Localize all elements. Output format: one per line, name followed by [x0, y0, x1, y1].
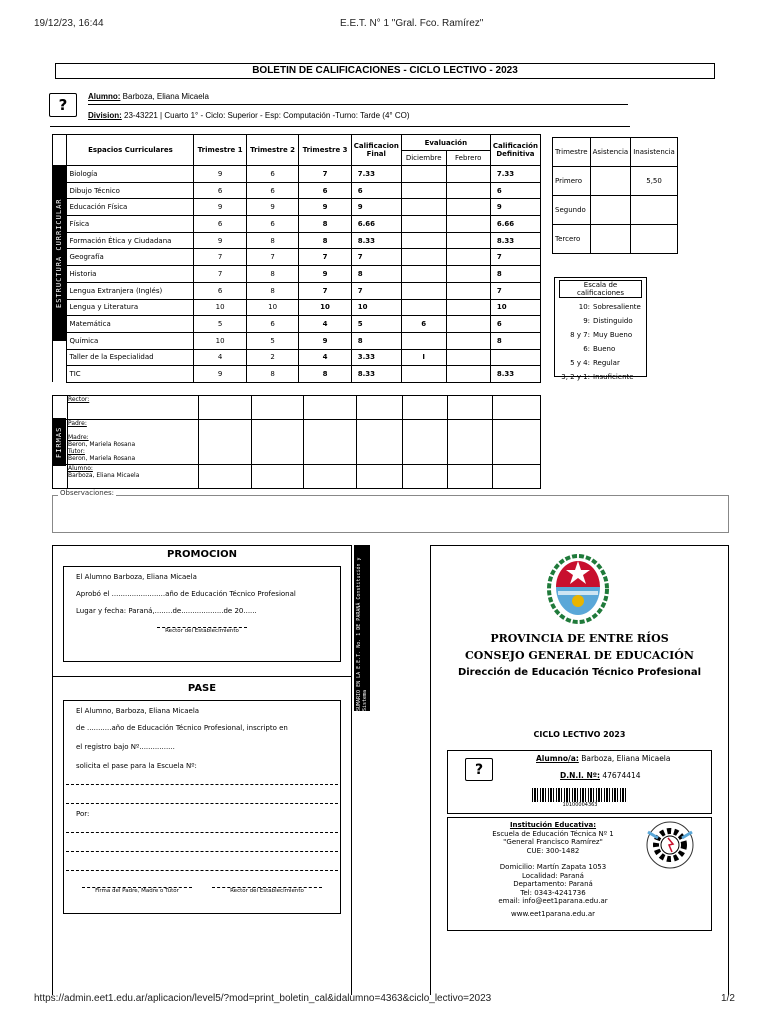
subject-cell: Formación Ética y Ciudadana	[67, 232, 194, 249]
diciembre-cell	[401, 216, 446, 233]
t1-cell: 4	[194, 349, 246, 366]
scale-key: 10:	[578, 303, 590, 311]
promocion-line1: El Alumno Barboza, Eliana Micaela	[76, 573, 197, 581]
subject-cell: Geografía	[67, 249, 194, 266]
diciembre-cell	[401, 166, 446, 183]
grade-row	[53, 299, 541, 316]
scale-row	[559, 370, 642, 384]
subject-cell: Dibujo Técnico	[67, 182, 194, 199]
divider	[50, 126, 630, 127]
definitiva-cell: 6.66	[490, 216, 540, 233]
inst-email: email: info@eet1parana.edu.ar	[498, 897, 608, 905]
att-trimestre-cell: Primero	[553, 167, 591, 196]
final-cell: 10	[351, 299, 401, 316]
t1-cell: 10	[194, 332, 246, 349]
t3-cell: 9	[299, 332, 351, 349]
side	[53, 182, 67, 199]
province-name: PROVINCIA DE ENTRE RÍOS	[490, 632, 669, 645]
final-cell: 7.33	[351, 166, 401, 183]
pase-box	[63, 700, 341, 914]
inst-cue: CUE: 300-1482	[526, 846, 580, 855]
inst-name-2: "General Francisco Ramírez"	[503, 838, 603, 846]
t2-cell: 2	[246, 349, 298, 366]
sig-padre-label: Padre:	[67, 420, 87, 427]
definitiva-cell: 6	[490, 182, 540, 199]
t2-cell: 8	[246, 232, 298, 249]
grade-row	[53, 166, 541, 183]
diciembre-cell	[401, 332, 446, 349]
diciembre-cell	[401, 282, 446, 299]
final-cell: 6.66	[351, 216, 401, 233]
attendance-row	[553, 167, 678, 196]
attendance-table	[552, 137, 678, 254]
card-ciclo-lectivo: CICLO LECTIVO 2023	[533, 730, 626, 739]
definitiva-cell: 7	[490, 282, 540, 299]
febrero-cell	[446, 332, 490, 349]
pase-line3: el registro bajo Nº................	[76, 743, 175, 751]
side	[53, 316, 67, 333]
promocion-box	[63, 566, 341, 662]
student-division-line	[88, 111, 410, 120]
t3-cell: 9	[299, 266, 351, 283]
page-number: 1/2	[721, 993, 735, 1004]
firmas-label: FIRMAS	[52, 418, 66, 466]
grade-row	[53, 249, 541, 266]
header-subject: Espacios Curriculares	[67, 135, 194, 166]
grade-row	[53, 266, 541, 283]
direction-name: Dirección de Educación Técnico Profesional	[457, 667, 702, 678]
final-cell: 7	[351, 282, 401, 299]
dashed-line	[66, 851, 338, 852]
inst-tel: Tel: 0343-4241736	[520, 888, 586, 897]
student-name-line	[88, 92, 209, 101]
promocion-line3: Lugar y fecha: Paraná,........de...................de 20......	[76, 607, 257, 615]
pase-sign1: Firma del Padre, Madre o Tutor	[95, 888, 179, 894]
subject-cell: Educación Física	[67, 199, 194, 216]
attendance-row	[553, 196, 678, 225]
t1-cell: 9	[194, 366, 246, 383]
card-alumno-label: Alumno/a:	[536, 754, 579, 763]
t2-cell: 8	[246, 266, 298, 283]
coat-of-arms-icon	[546, 549, 610, 625]
t1-cell: 7	[194, 249, 246, 266]
att-inasistencia-cell	[631, 196, 678, 225]
divider	[88, 104, 628, 105]
promocion-sign-caption: Rector del Establecimiento	[165, 628, 239, 634]
sig-alumno-name: Barboza, Eliana Micaela	[67, 472, 140, 479]
sig-madre-label: Madre:	[67, 434, 89, 441]
side	[53, 166, 67, 183]
t3-cell: 7	[299, 249, 351, 266]
t3-cell: 7	[299, 166, 351, 183]
subject-cell: TIC	[67, 366, 194, 383]
subject-cell: Química	[67, 332, 194, 349]
t1-cell: 7	[194, 266, 246, 283]
t3-cell: 10	[299, 299, 351, 316]
t3-cell: 8	[299, 216, 351, 233]
header-t1: Trimestre 1	[194, 135, 246, 166]
definitiva-cell: 8.33	[490, 366, 540, 383]
att-trimestre-cell: Tercero	[553, 225, 591, 254]
febrero-cell	[446, 166, 490, 183]
grade-row	[53, 332, 541, 349]
subject-cell: Lengua Extranjera (Inglés)	[67, 282, 194, 299]
final-cell: 9	[351, 199, 401, 216]
diciembre-cell	[401, 232, 446, 249]
header-t3: Trimestre 3	[299, 135, 351, 166]
grade-row	[53, 232, 541, 249]
subject-cell: Lengua y Literatura	[67, 299, 194, 316]
side	[53, 199, 67, 216]
pase-line4: solicita el pase para la Escuela Nº:	[76, 762, 197, 770]
t1-cell: 10	[194, 299, 246, 316]
inst-departamento: Departamento: Paraná	[513, 880, 593, 888]
t1-cell: 9	[194, 232, 246, 249]
dashed-line	[66, 784, 338, 785]
febrero-cell	[446, 282, 490, 299]
scale-key: 9:	[583, 317, 590, 325]
header-evaluacion: Evaluación	[401, 135, 490, 151]
scale-value: Muy Bueno	[593, 331, 633, 339]
att-inasistencia-cell: 5,50	[631, 167, 678, 196]
t3-cell: 4	[299, 316, 351, 333]
scale-row	[559, 314, 642, 328]
grading-scale	[554, 277, 647, 381]
alumno-value: Barboza, Eliana Micaela	[120, 92, 209, 101]
diciembre-cell	[401, 299, 446, 316]
febrero-cell	[446, 232, 490, 249]
header-diciembre: Diciembre	[401, 151, 446, 166]
febrero-cell	[446, 366, 490, 383]
diciembre-cell	[401, 249, 446, 266]
att-trimestre-cell: Segundo	[553, 196, 591, 225]
grades-table	[52, 134, 541, 383]
inst-label: Institución Educativa:	[509, 821, 597, 829]
scale-row	[559, 328, 642, 342]
att-asistencia-cell	[590, 196, 631, 225]
febrero-cell	[446, 216, 490, 233]
scale-key: 3, 2 y 1:	[561, 373, 590, 381]
att-header-asistencia: Asistencia	[590, 138, 631, 167]
print-url: https://admin.eet1.edu.ar/aplicacion/level5/?mod=print_boletin_cal&idalumno=4363&ciclo_lectivo=2023	[34, 993, 492, 1004]
final-cell: 5	[351, 316, 401, 333]
scale-key: 8 y 7:	[570, 331, 590, 339]
school-gear-logo-icon	[638, 820, 702, 870]
side	[53, 349, 67, 366]
att-header-inasistencia: Inasistencia	[631, 138, 678, 167]
signatures-table	[52, 395, 541, 489]
att-asistencia-cell	[590, 225, 631, 254]
card-photo-placeholder-icon: ?	[465, 758, 493, 781]
diciembre-cell	[401, 182, 446, 199]
febrero-cell	[446, 299, 490, 316]
scale-key: 6:	[583, 345, 590, 353]
header-final: Calificacion Final	[351, 135, 401, 166]
report-title: BOLETIN DE CALIFICACIONES - CICLO LECTIVO - 2023	[55, 63, 715, 79]
febrero-cell	[446, 349, 490, 366]
final-cell: 8	[351, 266, 401, 283]
definitiva-cell: 8	[490, 266, 540, 283]
t2-cell: 6	[246, 182, 298, 199]
diciembre-cell: 6	[401, 316, 446, 333]
header-t2: Trimestre 2	[246, 135, 298, 166]
grade-row	[53, 282, 541, 299]
t2-cell: 6	[246, 316, 298, 333]
vertical-stamp: SUMARIO EN LA E.E.T. No. 1 DE PARANÁ Constitución y Sistema	[354, 545, 370, 711]
side	[53, 266, 67, 283]
sig-tutor-label: Tutor:	[67, 448, 85, 455]
diciembre-cell	[401, 266, 446, 283]
scale-value: Distinguido	[593, 317, 633, 325]
t2-cell: 6	[246, 216, 298, 233]
pase-sign2: Rector del Establecimiento	[230, 888, 304, 894]
att-asistencia-cell	[590, 167, 631, 196]
t1-cell: 9	[194, 199, 246, 216]
diciembre-cell	[401, 366, 446, 383]
division-value: 23-43221 | Cuarto 1° - Ciclo: Superior - Esp: Computación -Turno: Tarde (4° CO)	[121, 111, 410, 120]
final-cell: 8.33	[351, 232, 401, 249]
att-inasistencia-cell	[631, 225, 678, 254]
side	[53, 282, 67, 299]
subject-cell: Matemática	[67, 316, 194, 333]
council-name: CONSEJO GENERAL DE EDUCACIÓN	[465, 649, 694, 662]
inst-localidad: Localidad: Paraná	[522, 871, 584, 880]
t3-cell: 8	[299, 232, 351, 249]
sig-alumno-label: Alumno:	[67, 465, 93, 472]
t2-cell: 10	[246, 299, 298, 316]
diciembre-cell	[401, 199, 446, 216]
sig-tutor-name: Beron, Mariela Rosana	[67, 455, 136, 462]
definitiva-cell: 7	[490, 249, 540, 266]
t1-cell: 5	[194, 316, 246, 333]
institution-box	[447, 817, 712, 931]
t2-cell: 7	[246, 249, 298, 266]
definitiva-cell: 10	[490, 299, 540, 316]
scale-row	[559, 342, 642, 356]
subject-cell: Biología	[67, 166, 194, 183]
scale-value: Insuficiente	[593, 373, 634, 381]
definitiva-cell: 9	[490, 199, 540, 216]
febrero-cell	[446, 266, 490, 283]
side	[53, 332, 67, 349]
dashed-line	[66, 832, 338, 833]
side	[53, 232, 67, 249]
card-student-box	[447, 750, 712, 814]
side	[53, 366, 67, 383]
definitiva-cell: 8	[490, 332, 540, 349]
t3-cell: 4	[299, 349, 351, 366]
grade-row	[53, 199, 541, 216]
final-cell: 6	[351, 182, 401, 199]
pase-por-label: Por:	[76, 810, 90, 818]
observations-box	[52, 495, 729, 533]
header-definitiva: Calificación Definitiva	[490, 135, 540, 166]
print-school-name: E.E.T. N° 1 "Gral. Fco. Ramírez"	[340, 18, 484, 29]
final-cell: 7	[351, 249, 401, 266]
scale-value: Sobresaliente	[593, 303, 641, 311]
t1-cell: 9	[194, 166, 246, 183]
student-photo-placeholder-icon: ?	[49, 93, 77, 117]
estructura-curricular-label: ESTRUCTURA CURRICULAR	[52, 165, 66, 341]
dashed-line	[66, 803, 338, 804]
side	[53, 216, 67, 233]
t3-cell: 9	[299, 199, 351, 216]
card-alumno-value: Barboza, Eliana Micaela	[578, 754, 671, 763]
febrero-cell	[446, 199, 490, 216]
alumno-label: Alumno:	[88, 92, 121, 101]
t3-cell: 6	[299, 182, 351, 199]
definitiva-cell: 8.33	[490, 232, 540, 249]
t1-cell: 6	[194, 282, 246, 299]
febrero-cell	[446, 316, 490, 333]
sig-rector-label: Rector:	[67, 396, 90, 403]
grade-row	[53, 349, 541, 366]
barcode-number: 10100004363	[562, 802, 598, 808]
pase-line1: El Alumno, Barboza, Eliana Micaela	[76, 707, 200, 715]
febrero-cell	[446, 182, 490, 199]
grade-row	[53, 366, 541, 383]
subject-cell: Física	[67, 216, 194, 233]
promocion-line2: Aprobó el ........................año de Educación Técnico Profesional	[76, 590, 296, 598]
pase-title: PASE	[187, 683, 217, 694]
t2-cell: 8	[246, 366, 298, 383]
final-cell: 8	[351, 332, 401, 349]
observations-label: Observaciones:	[60, 489, 115, 497]
promocion-title: PROMOCION	[167, 549, 237, 560]
final-cell: 8.33	[351, 366, 401, 383]
inst-domicilio: Domicilio: Martín Zapata 1053	[499, 863, 607, 871]
side	[53, 249, 67, 266]
t1-cell: 6	[194, 182, 246, 199]
scale-value: Regular	[593, 359, 620, 367]
sig-madre-name: Beron, Mariela Rosana	[67, 441, 136, 448]
final-cell: 3.33	[351, 349, 401, 366]
grading-scale-title: Escala de calificaciones	[559, 280, 642, 298]
t2-cell: 6	[246, 166, 298, 183]
t3-cell: 8	[299, 366, 351, 383]
card-dni-value: 47674414	[599, 771, 641, 780]
subject-cell: Taller de la Especialidad	[67, 349, 194, 366]
dashed-line	[66, 870, 338, 871]
att-header-trimestre: Trimestre	[553, 138, 591, 167]
diciembre-cell: I	[401, 349, 446, 366]
t2-cell: 8	[246, 282, 298, 299]
grade-row	[53, 216, 541, 233]
definitiva-cell: 7.33	[490, 166, 540, 183]
header-febrero: Febrero	[446, 151, 490, 166]
inst-web: www.eet1parana.edu.ar	[511, 909, 595, 918]
t2-cell: 9	[246, 199, 298, 216]
definitiva-cell	[490, 349, 540, 366]
division-label: Division:	[88, 111, 122, 120]
inst-name-1: Escuela de Educación Técnica Nº 1	[492, 829, 614, 838]
scale-row	[559, 300, 642, 314]
scale-value: Bueno	[593, 345, 616, 353]
scale-row	[559, 356, 642, 370]
definitiva-cell: 6	[490, 316, 540, 333]
side	[53, 299, 67, 316]
t1-cell: 6	[194, 216, 246, 233]
scale-key: 5 y 4:	[570, 359, 590, 367]
print-date: 19/12/23, 16:44	[34, 18, 104, 29]
card-dni-label: D.N.I. Nº:	[560, 771, 600, 780]
grade-row	[53, 182, 541, 199]
subject-cell: Historia	[67, 266, 194, 283]
t2-cell: 5	[246, 332, 298, 349]
febrero-cell	[446, 249, 490, 266]
t3-cell: 7	[299, 282, 351, 299]
barcode-icon	[532, 788, 628, 802]
divider	[52, 676, 352, 677]
attendance-row	[553, 225, 678, 254]
pase-line2: de ...........año de Educación Técnico Profesional, inscripto en	[76, 724, 288, 732]
grade-row	[53, 316, 541, 333]
